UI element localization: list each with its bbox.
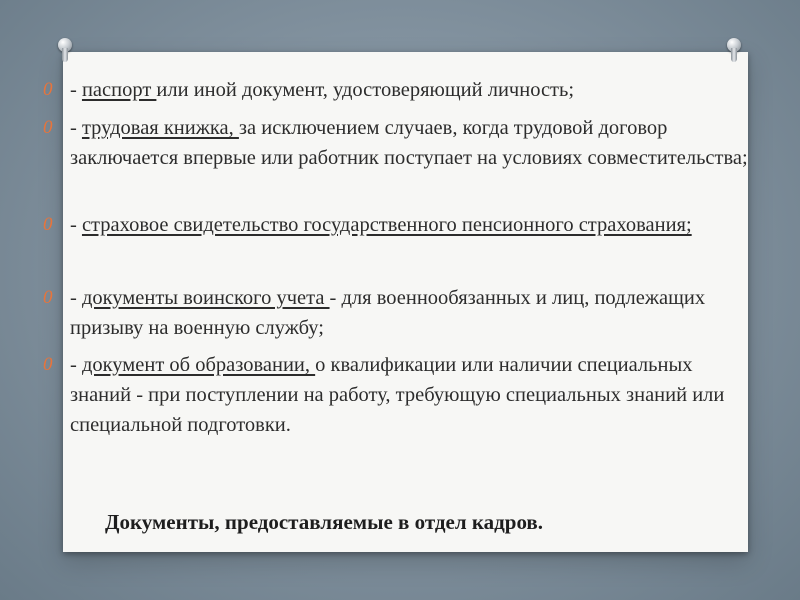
- list-item: 0 - документы воинского учета - для военнообязанных и лиц, подлежащих призыву на военную службу;: [70, 283, 750, 343]
- bullet-icon: 0: [43, 117, 53, 138]
- list-item: 0 - паспорт или иной документ, удостоверяющий личность;: [70, 75, 750, 105]
- list-item: 0 - трудовая книжка, за исключением случаев, когда трудовой договор заключается впервые или работник поступает на условиях совместительства;: [70, 113, 750, 173]
- list-item: 0 - страховое свидетельство государственного пенсионного страхования;: [70, 210, 750, 240]
- bullet-icon: 0: [43, 354, 53, 375]
- list-item: 0 - документ об образовании, о квалификации или наличии специальных знаний - при поступлении на работу, требующую специальных знаний или специальной подготовки.: [70, 350, 750, 440]
- bullet-icon: 0: [43, 214, 53, 235]
- slide-footer-title: Документы, предоставляемые в отдел кадров.: [105, 510, 544, 534]
- bullet-icon: 0: [43, 79, 53, 100]
- bullet-icon: 0: [43, 287, 53, 308]
